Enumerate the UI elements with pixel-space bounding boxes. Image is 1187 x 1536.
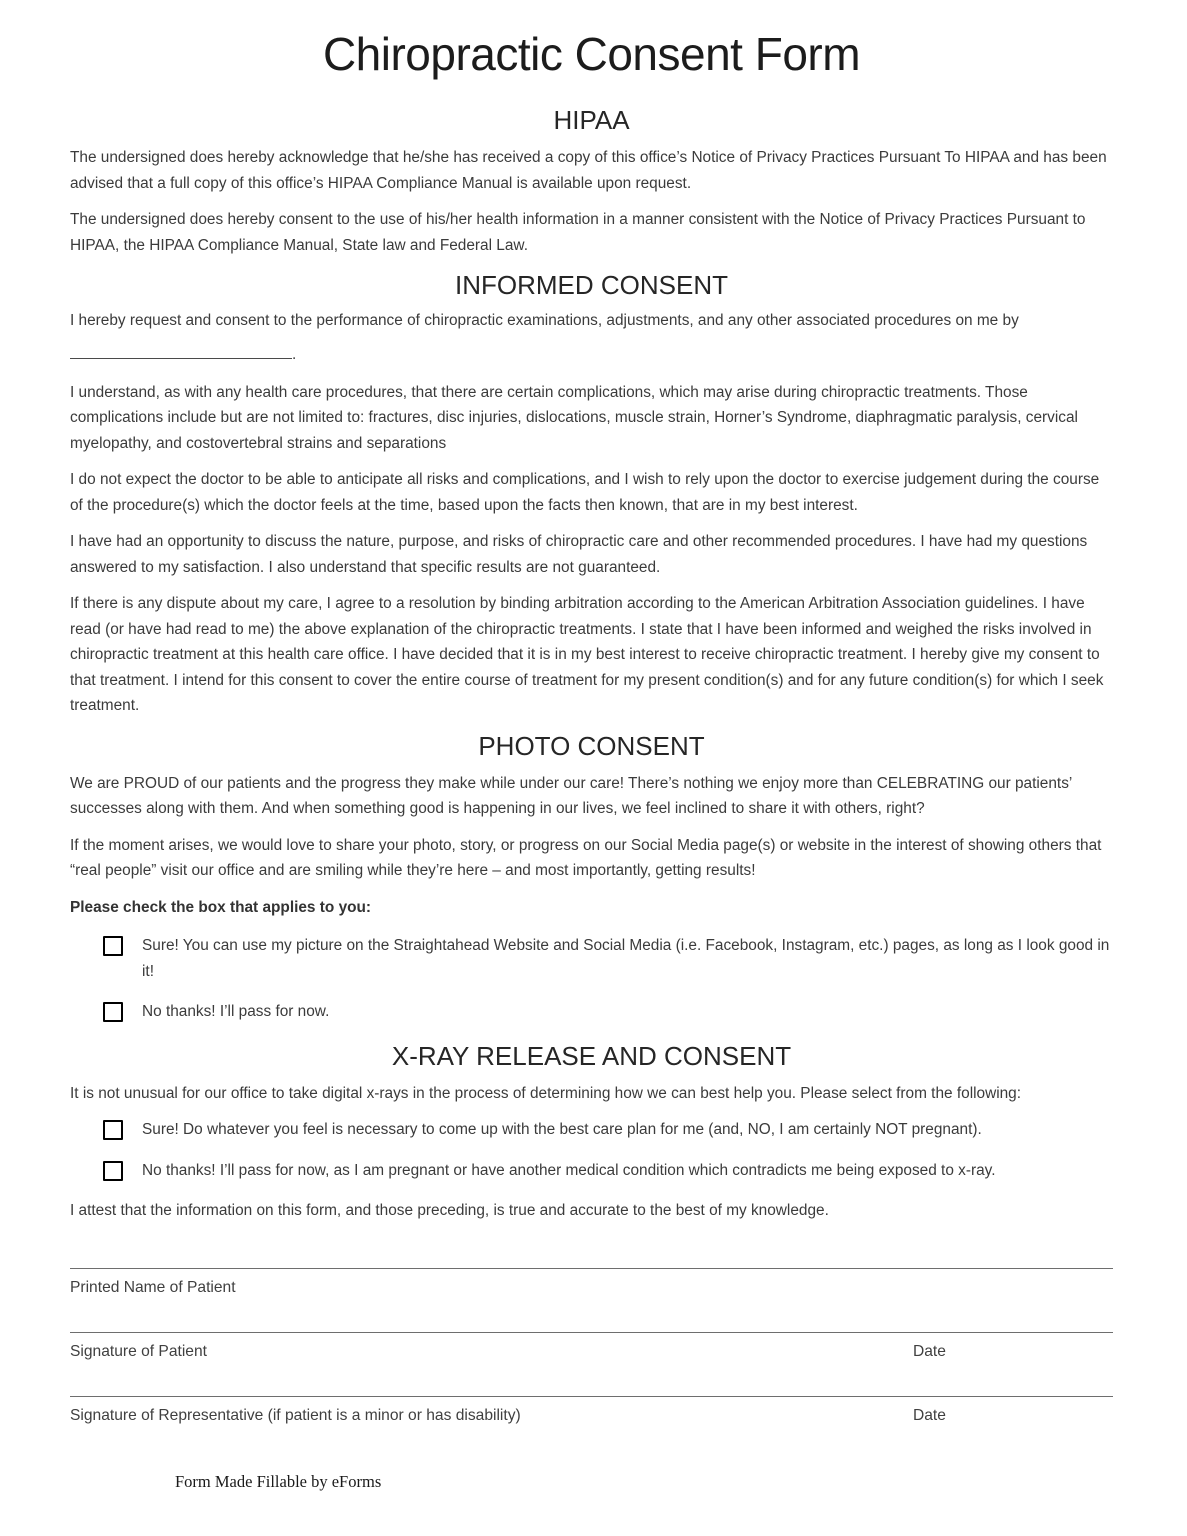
xray-yes-label: Sure! Do whatever you feel is necessary to come up with the best care plan for me (and, NO, I am certainly NOT pregnant). xyxy=(142,1121,982,1139)
informed-consent-intro: I hereby request and consent to the performance of chiropractic examinations, adjustments, and any other associated procedures on me by xyxy=(70,312,1019,330)
photo-no-checkbox[interactable] xyxy=(103,1002,123,1022)
informed-consent-paragraph-1: I understand, as with any health care procedures, that there are certain complications, which may arise during chiropractic treatments. Those complications include but are not limited to: fractures, disc injuries, dislocations, muscle strain, Horner’s Syndrome, diaphragmatic paralysis, cervical myelopathy, and costovertebral strains and separations xyxy=(70,383,1078,452)
hipaa-paragraph-2: The undersigned does hereby consent to the use of his/her health information in a manner consistent with the Notice of Privacy Practices Pursuant to HIPAA, the HIPAA Compliance Manual, State law and Federal Law. xyxy=(70,211,1086,254)
photo-check-prompt: Please check the box that applies to you: xyxy=(70,898,372,916)
xray-no-checkbox[interactable] xyxy=(103,1161,123,1181)
photo-consent-paragraph-2: If the moment arises, we would love to share your photo, story, or progress on our Social Media page(s) or website in the interest of showing others that “real people” visit our office and are smiling while they’re here – and most importantly, getting results! xyxy=(70,836,1102,880)
photo-no-label: No thanks! I’ll pass for now. xyxy=(142,1003,330,1021)
representative-signature-block[interactable] xyxy=(70,1396,1113,1426)
patient-signature-label: Signature of Patient xyxy=(70,1342,207,1360)
printed-name-label: Printed Name of Patient xyxy=(70,1278,236,1296)
hipaa-section-heading: HIPAA xyxy=(553,105,630,136)
photo-option-no-row xyxy=(103,999,1113,1025)
page-title: Chiropractic Consent Form xyxy=(322,28,861,80)
xray-intro: It is not unusual for our office to take digital x-rays in the process of determining how we can best help you. Please select from the following: xyxy=(70,1084,1022,1102)
printed-name-signature-block xyxy=(70,1268,1113,1298)
photo-yes-checkbox[interactable] xyxy=(103,936,123,956)
representative-signature-date-label: Date xyxy=(913,1406,946,1424)
photo-yes-label: Sure! You can use my picture on the Straightahead Website and Social Media (i.e. Facebook, Instagram, etc.) pages, as long as I look good in it! xyxy=(142,937,1110,980)
xray-section-heading: X-RAY RELEASE AND CONSENT xyxy=(391,1040,792,1071)
xray-no-label: No thanks! I’ll pass for now, as I am pregnant or have another medical condition which contradicts me being exposed to x-ray. xyxy=(142,1161,996,1179)
hipaa-paragraph-1: The undersigned does hereby acknowledge that he/she has received a copy of this office’s Notice of Privacy Practices Pursuant To HIPAA and has been advised that a full copy of this office’s HIPAA Compliance Manual is available upon request. xyxy=(70,149,1107,192)
informed-consent-section-heading: INFORMED CONSENT xyxy=(455,270,728,301)
photo-consent-paragraph-1: We are PROUD of our patients and the progress they make while under our care! There’s nothing we enjoy more than CELEBRATING our patients’ successes along with them. And when something good is happening in our lives, we feel inclined to share it with others, right? xyxy=(70,774,1072,818)
xray-option-yes-row xyxy=(103,1117,1113,1143)
xray-yes-checkbox[interactable] xyxy=(103,1120,123,1140)
photo-consent-section-heading: PHOTO CONSENT xyxy=(478,730,705,761)
xray-option-no-row xyxy=(103,1158,1113,1184)
patient-signature-date-label: Date xyxy=(913,1342,946,1360)
printed-name-date-label xyxy=(913,1278,1113,1298)
practitioner-name-row xyxy=(70,343,1113,365)
practitioner-name-field[interactable] xyxy=(70,343,292,359)
informed-consent-paragraph-2: I do not expect the doctor to be able to anticipate all risks and complications, and I wish to rely upon the doctor to exercise judgement during the course of the procedure(s) which the doctor feels at the time, based upon the facts then known, that are in my best interest. xyxy=(70,471,1100,514)
representative-signature-label: Signature of Representative (if patient is a minor or has disability) xyxy=(70,1406,521,1424)
blank-line-suffix: . xyxy=(292,345,297,363)
signature-area xyxy=(70,1268,1113,1426)
patient-signature-block[interactable] xyxy=(70,1332,1113,1362)
photo-option-yes-row xyxy=(103,933,1113,984)
eforms-footer-credit: Form Made Fillable by eForms xyxy=(175,1472,382,1491)
informed-consent-paragraph-3: I have had an opportunity to discuss the nature, purpose, and risks of chiropractic care and other recommended procedures. I have had my questions answered to my satisfaction. I also understand that specific results are not guaranteed. xyxy=(70,533,1088,576)
informed-consent-paragraph-4: If there is any dispute about my care, I agree to a resolution by binding arbitration according to the American Arbitration Association guidelines. I have read (or have had read to me) the above explanation of the chiropractic treatments. I state that I have been informed and weighed the risks involved in chiropractic treatment at this health care office. I have decided that it is in my best interest to receive chiropractic treatment. I hereby give my consent to that treatment. I intend for this consent to cover the entire course of treatment for my present condition(s) and for any future condition(s) for which I seek treatment. xyxy=(70,595,1104,715)
attestation-statement: I attest that the information on this form, and those preceding, is true and accurate to the best of my knowledge. xyxy=(70,1202,829,1220)
